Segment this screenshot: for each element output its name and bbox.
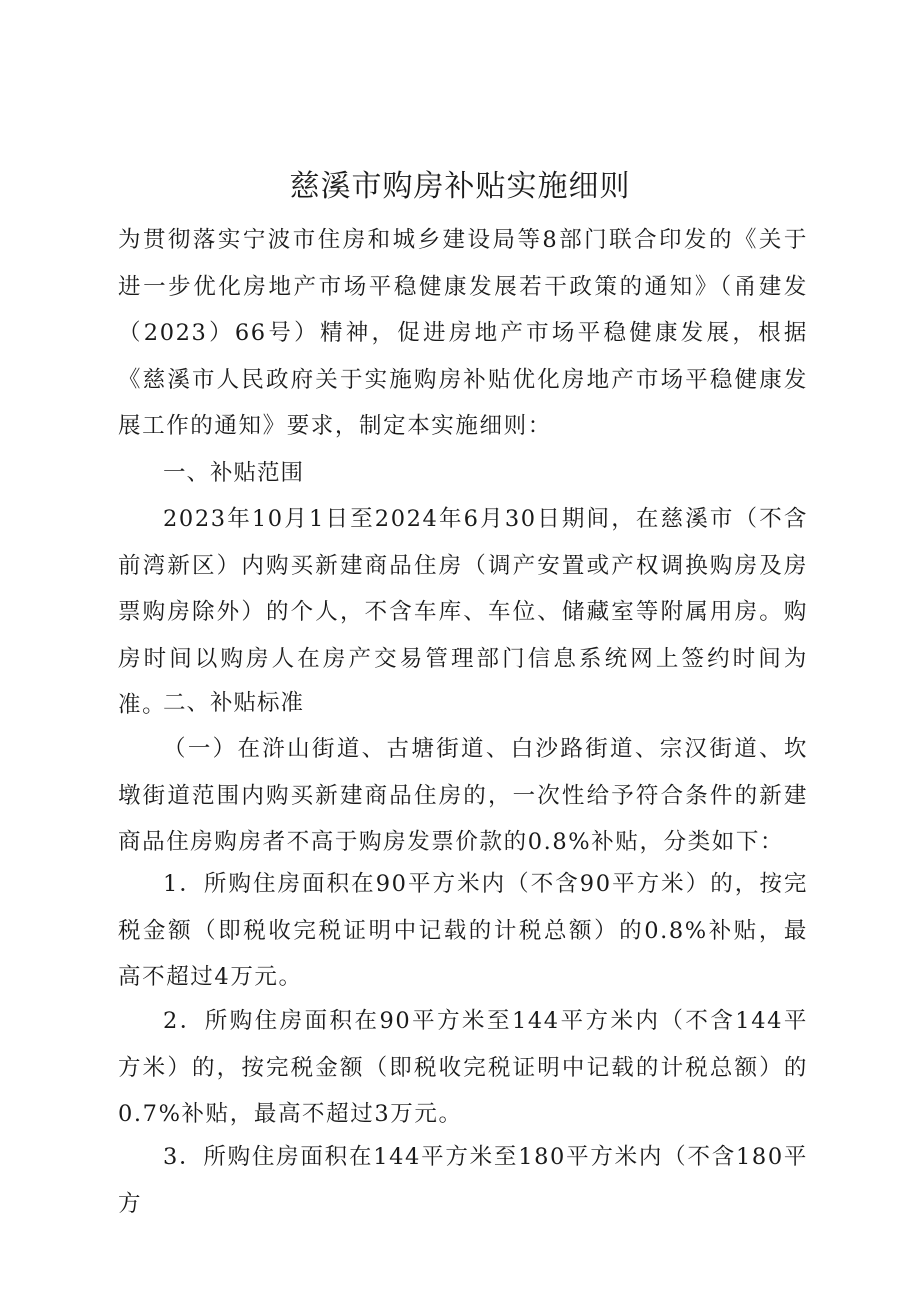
standard-item-2: 2．所购住房面积在90平方米至144平方米内（不含144平方米）的，按完税金额（即税收完税证明中记载的计税总额）的0.7%补贴，最高不超过3万元。 [118,1008,808,1127]
standard-item-1: 1．所购住房面积在90平方米内（不含90平方米）的，按完税金额（即税收完税证明中记载的计税总额）的0.8%补贴，最高不超过4万元。 [118,871,808,990]
section2-heading: 二、补贴标准 [163,690,305,716]
intro-paragraph: 为贯彻落实宁波市住房和城乡建设局等8部门联合印发的《关于进一步优化房地产市场平稳健康发展若干政策的通知》（甬建发（2023）66号）精神，促进房地产市场平稳健康发展，根据《慈溪市人民政府关于实施购房补贴优化房地产市场平稳健康发展工作的通知》要求，制定本实施细则： [118,227,808,439]
section1-paragraph: 2023年10月1日至2024年6月30日期间，在慈溪市（不含前湾新区）内购买新建商品住房（调产安置或产权调换购房及房票购房除外）的个人，不含车库、车位、储藏室等附属用房。购房时间以购房人在房产交易管理部门信息系统网上签约时间为准。 [118,506,808,718]
section2-subsection1: （一）在浒山街道、古塘街道、白沙路街道、宗汉街道、坎墩街道范围内购买新建商品住房的，一次性给予符合条件的新建商品住房购房者不高于购房发票价款的0.8%补贴，分类如下： [118,736,808,855]
standard-item-3: 3．所购住房面积在144平方米至180平方米内（不含180平方 [118,1144,808,1217]
document-title: 慈溪市购房补贴实施细则 [289,169,631,204]
section1-heading: 一、补贴范围 [163,460,305,486]
